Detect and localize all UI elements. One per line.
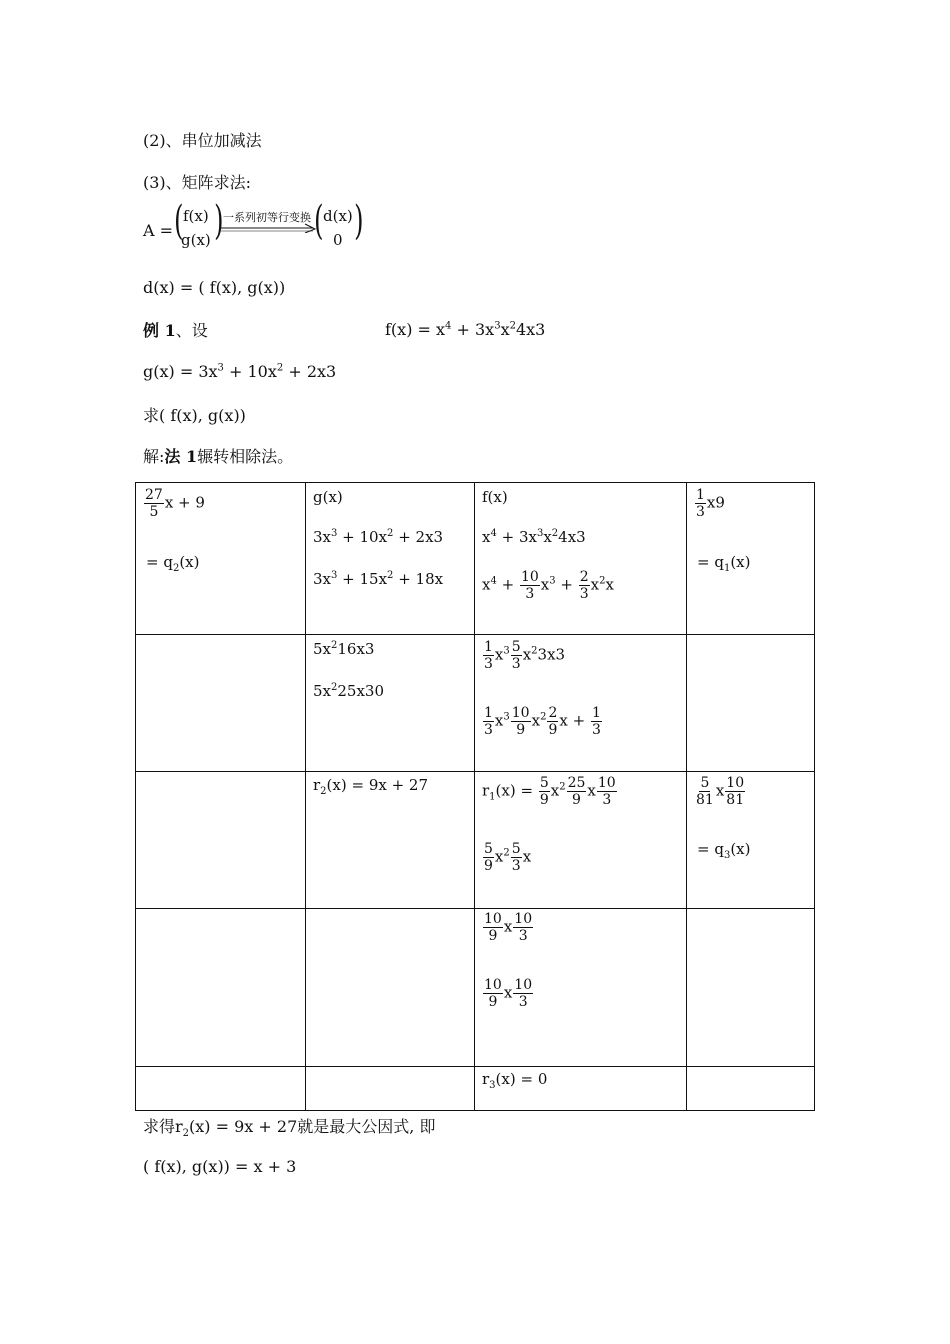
- table-cell-r1-f: $\frac{1}{3}$ $x^3$ $\frac{5}{3}$ $x^23x3$ $\frac{1}{3}$ $x^3$ $\frac{10}{9}$ $x^2$ $\frac{2}{9}$ x + $\frac{1}{3}$: [484, 639, 601, 738]
- conclusion-line: 求得$r_2(x) = 9x + 27$就是最大公因式, 即: [143, 1117, 436, 1140]
- g-definition: $g(x) = 3x^3 + 10x^2 + 2x3$: [143, 362, 337, 381]
- solution-line: 解:法 1辗转相除法。: [143, 447, 294, 466]
- matrix-right-bottom: 0: [333, 231, 343, 249]
- table-cell-q2: $\frac{27}{5}$ x + 9 = $q_2(x)$: [145, 487, 205, 574]
- arrow-label: 一系列初等行变换: [223, 211, 311, 224]
- table-cell-r2: $r_2(x) = 9x + 27$: [313, 776, 429, 797]
- table-cell-r3-f: $\frac{10}{9}$ x $\frac{10}{3}$ $\frac{10}{9}$ x $\frac{10}{3}$: [484, 911, 533, 1010]
- section-2-heading: (2)、串位加减法: [143, 131, 262, 150]
- example-1-label: 例 1、设: [143, 321, 208, 340]
- table-cell-r1: $r_1(x)$ = $\frac{5}{9}$ $x^2$ $\frac{25}{9}$ x $\frac{10}{3}$ $\frac{5}{9}$ $x^2$ $\frac{5}{3}$ x: [482, 775, 616, 874]
- section-3-heading: (3)、矩阵求法:: [143, 173, 252, 192]
- table-cell-q3: $\frac{5}{81}$ x $\frac{10}{81}$ = $q_3(x)$: [696, 775, 751, 861]
- final-result: ( f(x), g(x)) = x + 3: [143, 1157, 297, 1176]
- d-definition: d(x) = ( f(x), g(x)): [143, 278, 286, 297]
- f-definition: $f(x) = x^4 + 3x^3x^24x3$: [385, 320, 546, 339]
- table-cell-r3: $r_3(x) = 0$: [482, 1070, 548, 1091]
- table-cell-f: f(x) $x^4 + 3x^3x^24x3$ $x^4$ + $\frac{10}{3}$ $x^3$ + $\frac{2}{3}$ $x^2x$: [482, 488, 614, 602]
- find-gcd: 求( f(x), g(x)): [143, 406, 246, 425]
- table-cell-q1: $\frac{1}{3}$ x9 = $q_1(x)$: [696, 487, 751, 574]
- matrix-transform: A = ( f(x) g(x) ) 一系列初等行变换 ( d(x) 0 ): [143, 198, 364, 249]
- matrix-left-bottom: g(x): [181, 231, 211, 249]
- matrix-right-top: d(x): [323, 207, 353, 225]
- table-cell-g: g(x) $3x^3 + 10x^2 + 2x3$ $3x^3 + 15x^2 + 18x$: [313, 488, 444, 588]
- matrix-left-top: f(x): [183, 207, 209, 225]
- table-cell-r1-g: $5x^216x3$ $5x^225x30$: [313, 640, 385, 700]
- matrix-lhs: A =: [143, 221, 174, 240]
